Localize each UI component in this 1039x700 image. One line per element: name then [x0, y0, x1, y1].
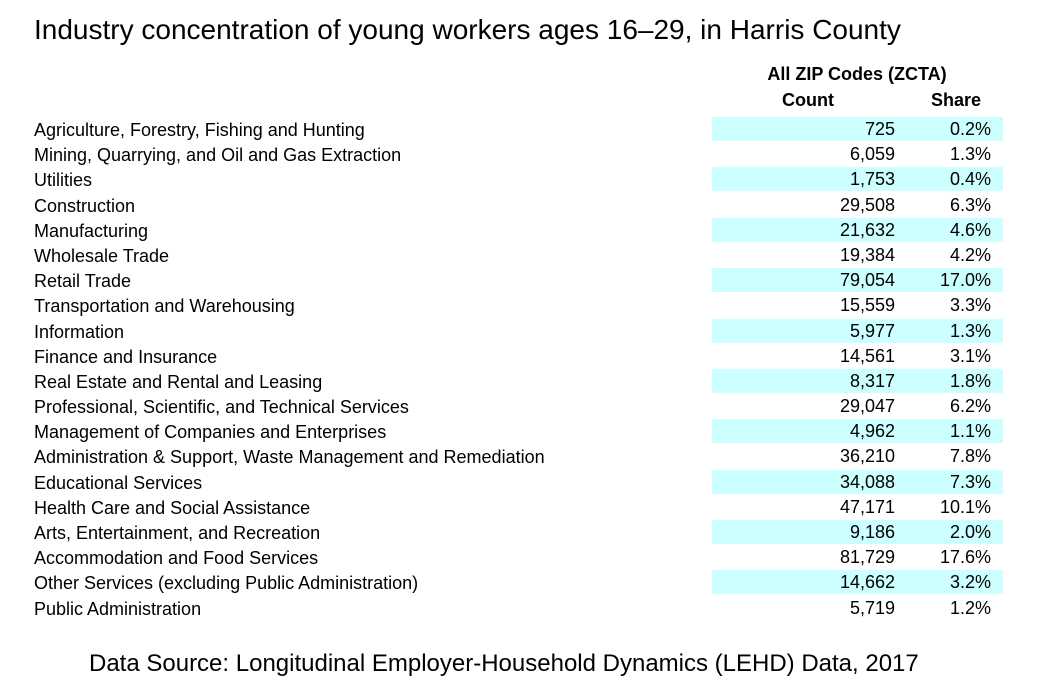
count-value: 79,054: [839, 270, 895, 291]
column-group-header: All ZIP Codes (ZCTA): [767, 64, 947, 84]
industry-label: Administration & Support, Waste Management and Remediation: [34, 447, 545, 468]
industry-label: Utilities: [34, 170, 93, 191]
count-value: 21,632: [839, 219, 895, 240]
share-value: 3.1%: [949, 345, 991, 366]
count-value: 8,317: [849, 370, 895, 391]
table-row: [0, 319, 1039, 344]
industry-label: Public Administration: [34, 598, 202, 619]
count-value: 5,719: [849, 597, 895, 618]
industry-label: Other Services (excluding Public Administration): [34, 573, 419, 594]
industry-label: Agriculture, Forestry, Fishing and Hunting: [34, 120, 365, 140]
count-value: 4,962: [849, 421, 895, 442]
count-value: 29,047: [839, 396, 895, 417]
table-row: [0, 444, 1039, 469]
count-value: 6,059: [849, 144, 895, 165]
industry-label: Retail Trade: [34, 271, 132, 292]
table-row: [0, 495, 1039, 520]
share-value: 1.8%: [949, 370, 991, 391]
count-value: 9,186: [849, 522, 895, 542]
share-value: 0.2%: [949, 119, 991, 139]
industry-label: Wholesale Trade: [34, 245, 170, 266]
count-value: 1,753: [849, 169, 895, 190]
table-row: [0, 545, 1039, 570]
industry-label: Educational Services: [34, 472, 203, 493]
table-row: [0, 117, 1039, 142]
industry-label: Information: [34, 321, 125, 342]
share-value: 6.2%: [949, 396, 991, 417]
share-value: 1.3%: [949, 320, 991, 341]
industry-label: Arts, Entertainment, and Recreation: [34, 523, 321, 543]
share-value: 0.4%: [949, 169, 991, 190]
table-row: [0, 218, 1039, 243]
share-value: 3.3%: [949, 295, 991, 316]
share-value: 7.8%: [949, 446, 991, 467]
industry-label: Management of Companies and Enterprises: [34, 422, 387, 443]
count-value: 14,662: [839, 572, 895, 593]
table-row: [0, 167, 1039, 192]
table-row: [0, 344, 1039, 369]
table-row: [0, 394, 1039, 419]
industry-label: Professional, Scientific, and Technical Services: [34, 397, 409, 418]
table-row: [0, 193, 1039, 218]
industry-label: Mining, Quarrying, and Oil and Gas Extraction: [34, 145, 402, 166]
count-value: 81,729: [839, 547, 895, 568]
table-row: [0, 419, 1039, 444]
industry-label: Transportation and Warehousing: [34, 296, 295, 317]
table-row: [0, 570, 1039, 595]
industry-label: Construction: [34, 195, 136, 216]
industry-label: Health Care and Social Assistance: [34, 497, 311, 518]
industry-label: Accommodation and Food Services: [34, 548, 319, 569]
count-value: 5,977: [849, 320, 895, 341]
share-value: 4.2%: [949, 244, 991, 265]
table-row: [0, 293, 1039, 318]
share-value: 10.1%: [939, 496, 991, 517]
count-value: 47,171: [839, 496, 895, 517]
table-row: [0, 268, 1039, 293]
share-value: 2.0%: [949, 522, 991, 542]
data-source-note: Data Source: Longitudinal Employer-Household Dynamics (LEHD) Data, 2017: [89, 650, 919, 677]
count-value: 14,561: [839, 345, 895, 366]
industry-label: Manufacturing: [34, 220, 149, 241]
table-row: [0, 470, 1039, 495]
count-value: 19,384: [839, 244, 895, 265]
industry-label: Real Estate and Rental and Leasing: [34, 371, 323, 392]
count-value: 725: [864, 119, 895, 139]
share-value: 7.3%: [949, 471, 991, 492]
table-row: [0, 369, 1039, 394]
industry-label: Finance and Insurance: [34, 346, 218, 367]
share-column-header: Share: [930, 90, 982, 110]
count-value: 29,508: [839, 194, 895, 215]
share-value: 17.0%: [939, 270, 991, 291]
share-value: 1.2%: [949, 597, 991, 618]
count-column-header: Count: [782, 90, 834, 110]
count-value: 36,210: [839, 446, 895, 467]
share-value: 1.1%: [949, 421, 991, 442]
count-value: 34,088: [839, 471, 895, 492]
share-value: 4.6%: [949, 219, 991, 240]
share-value: 1.3%: [949, 144, 991, 165]
table-row: [0, 243, 1039, 268]
industry-table: [0, 117, 1039, 621]
table-row: [0, 596, 1039, 621]
table-row: [0, 520, 1039, 545]
share-value: 6.3%: [949, 194, 991, 215]
chart-title: Industry concentration of young workers ages 16–29, in Harris County: [34, 14, 901, 45]
share-value: 17.6%: [939, 547, 991, 568]
share-value: 3.2%: [949, 572, 991, 593]
table-row: [0, 142, 1039, 167]
count-value: 15,559: [839, 295, 895, 316]
